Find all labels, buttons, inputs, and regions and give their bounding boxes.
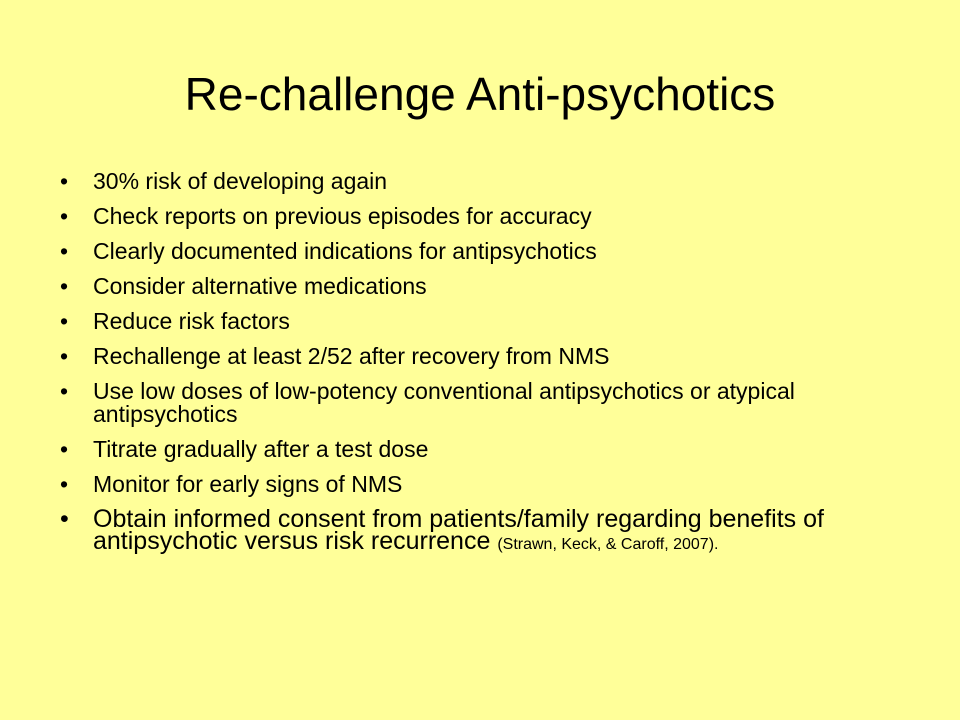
bullet-text: Rechallenge at least 2/52 after recovery from NMS — [93, 343, 610, 369]
bullet-text: Titrate gradually after a test dose — [93, 436, 429, 462]
bullet-marker: • — [60, 505, 69, 533]
bullet-marker: • — [60, 203, 69, 229]
bullet-text: 30% risk of developing again — [93, 168, 388, 194]
bullet-text: Reduce risk factors — [93, 308, 290, 334]
bullet-marker: • — [60, 436, 69, 462]
list-item — [60, 240, 900, 263]
list-item — [60, 473, 900, 496]
list-item — [60, 275, 900, 298]
bullet-marker: • — [60, 343, 69, 369]
bullet-text: Use low doses of low-potency conventional antipsychotics or atypical antipsychotics — [93, 378, 795, 427]
bullet-marker: • — [60, 238, 69, 264]
slide-title: Re-challenge Anti-psychotics — [184, 68, 776, 120]
list-item — [60, 345, 900, 368]
bullet-marker: • — [60, 378, 69, 404]
bullet-marker: • — [60, 273, 69, 299]
bullet-text: Check reports on previous episodes for accuracy — [93, 203, 592, 229]
list-item — [60, 438, 900, 461]
bullet-text: Obtain informed consent from patients/family regarding benefits of antipsychotic versus risk recurrence — [93, 505, 824, 555]
list-item — [60, 380, 900, 426]
bullet-list — [60, 170, 900, 568]
bullet-marker: • — [60, 168, 69, 194]
list-item — [60, 205, 900, 228]
bullet-marker: • — [60, 308, 69, 334]
bullet-text: Clearly documented indications for antipsychotics — [93, 238, 597, 264]
citation: (Strawn, Keck, & Caroff, 2007). — [497, 536, 719, 553]
list-item — [60, 310, 900, 333]
bullet-text: Monitor for early signs of NMS — [93, 471, 403, 497]
list-item — [60, 170, 900, 193]
list-item — [60, 505, 900, 556]
bullet-marker: • — [60, 471, 69, 497]
bullet-text: Consider alternative medications — [93, 273, 427, 299]
